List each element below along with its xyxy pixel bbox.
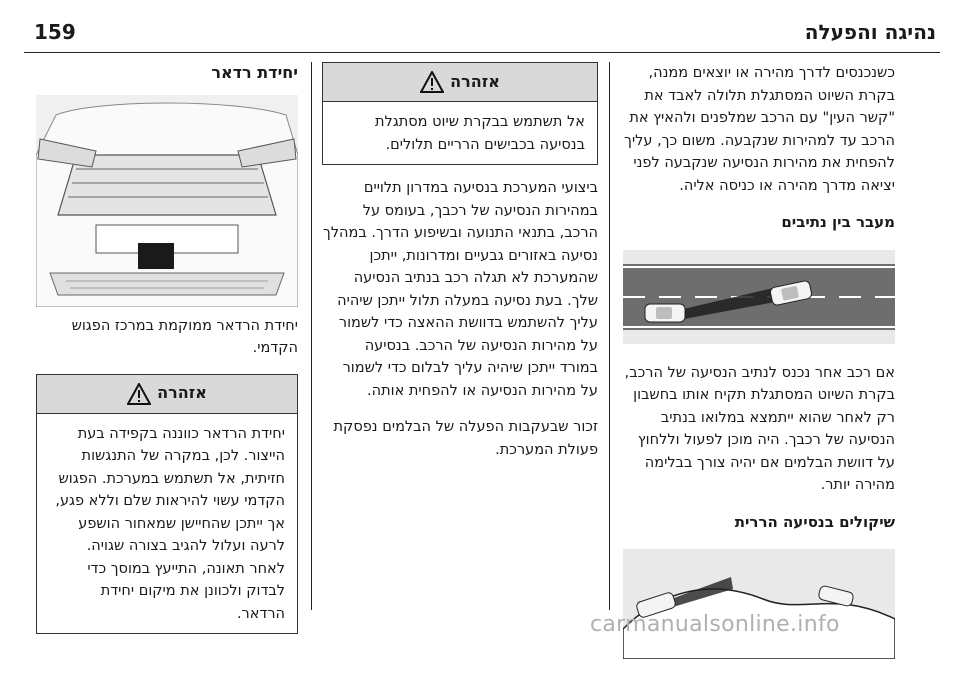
hill-driving-text: ביצועי המערכת בנסיעה במדרון תלויים במהירות הנסיעה של רכבך, בעומס על הרכב, בתנאי התנועה ובשיפוע הדרך. במהלך נסיעה באזורים גבעיים ומדרונות, ייתכן שהמערכת לא תגלה רכב בנתיב הנסיעה שלך. בעת נסיעה במעלה תלול ייתכן שיהיה עליך להשתמש בדוושת ההאצה כדי לשמור על מהירות הנסיעה של הרכב. בנסיעה במורד ייתכן שיהיה עליך לבלום כדי לשמור על מהירות הנסיעה או להפחית אותה. [323,180,598,399]
warning-text: אל תשתמש בבקרת שיוט מסתגלת בנסיעה בכבישים הרריים תלולים. [375,114,585,153]
middle-column [322,62,598,475]
column-divider [311,62,312,610]
lane-change-text: אם רכב אחר נכנס לנתיב הנסיעה של הרכב, בקרת השיוט המסתגלת תקיח אותו בחשבון רק לאחר שהוא ייתמצא במלואו בנתיב הנסיעה של רכבך. היה מוכן לפעול וללחוץ על דוושת הבלמים אם יהיה צורך בבלימה מהירה יותר. [624,364,895,493]
section-title: נהיגה והפעלה [804,20,936,44]
winding-roads-heading: שיקולים בנסיעה הררית [734,512,895,531]
warning-text: יחידת הרדאר כווננה בקפידה בעת הייצור. לכן, במקרה של התנגשות חזיתית, אל תשתמש במערכת. הפגוש הקדמי עשוי להיראות שלם וללא פגע, אך ייתכן שהחיישן שמאחור הושפע לרעה ועלול להגיב בצורה שגויה. לאחר תאונה, התייעץ במוסך כדי לבדוק ולכוונן את מיקום יחידת הרדאר. [55,425,285,622]
page-number: 159 [34,20,76,44]
radar-sensor-icon [138,243,174,269]
warning-box [36,374,298,635]
radar-heading: יחידת רדאר [211,63,298,82]
front-bumper-radar-illustration [36,95,298,307]
radar-location-caption: יחידת הרדאר ממוקמת במרכז הפגוש הקדמי. [71,317,298,356]
warning-header [323,63,597,102]
page-header [24,6,940,53]
right-column [623,62,895,677]
lane-change-heading: מעבר בין נתיבים [781,213,895,231]
column-divider [609,62,610,610]
warning-title: אזהרה [450,71,500,91]
warning-title: אזהרה [157,383,207,403]
hilly-road-illustration [623,549,895,659]
warning-triangle-icon [420,71,444,93]
highway-entry-text: כשנכנסים לדרך מהירה או יוצאים ממנה, בקרת השיוט המסתגלת תלולה לאבד את "קשר העין" עם הרכב שמלפנים ולהאיץ את הרכב עד למהירות שנקבעה. משום כך, עליך להפחית את מהירות הנסיעה שנקבעה לפני יציאה מדרך מהירה או כניסה אליה. [624,65,895,194]
brake-note-text: זכור שבעקבות הפעלה של הבלמים נפסקת פעולת המערכת. [333,419,598,458]
warning-box [322,62,598,165]
watermark: carmanualsonline.info [590,612,840,637]
left-column [36,62,298,634]
lane-change-illustration [623,250,895,344]
warning-triangle-icon [127,383,151,405]
warning-header [37,375,297,414]
ego-car-icon [645,304,685,322]
